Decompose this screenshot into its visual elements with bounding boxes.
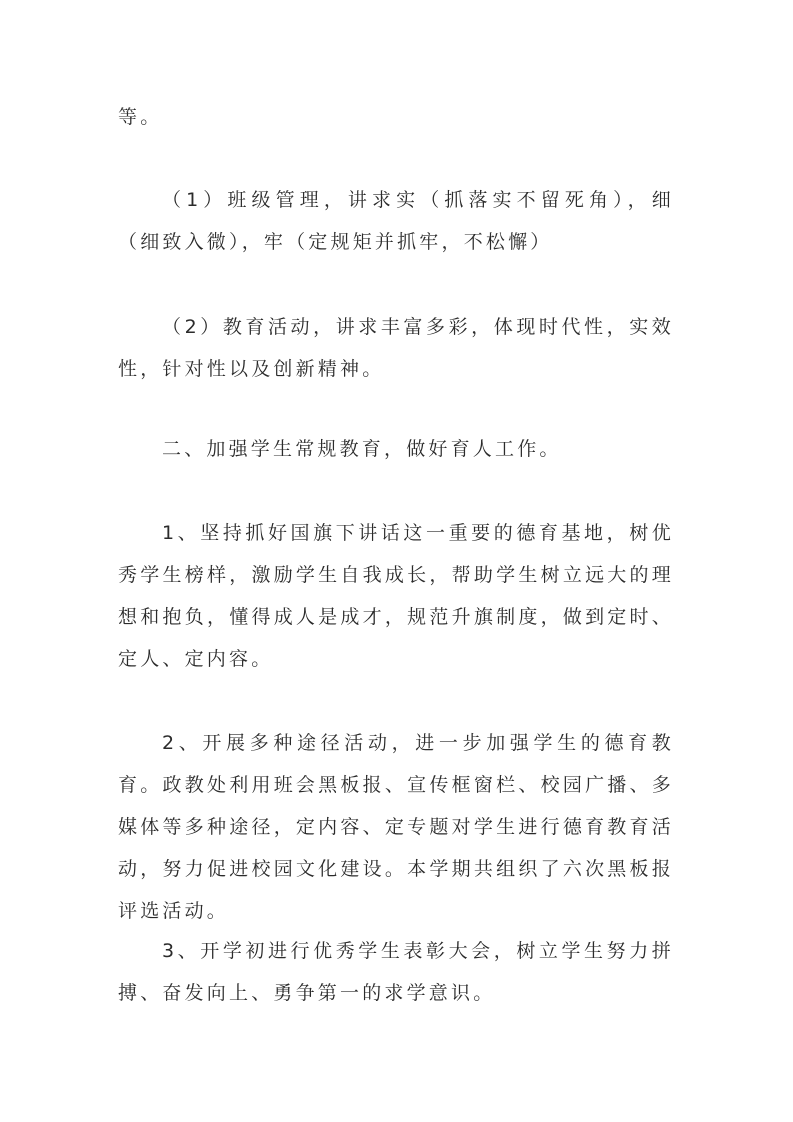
- paragraph-item-1: 1、坚持抓好国旗下讲话这一重要的德育基地，树优秀学生榜样，激励学生自我成长，帮助学生树立远大的理想和抱负，懂得成人是成才，规范升旗制度，做到定时、定人、定内容。: [118, 522, 674, 670]
- paragraph-continuation: 等。: [118, 106, 163, 128]
- section-heading-2: 二、加强学生常规教育，做好育人工作。: [162, 438, 562, 460]
- paragraph-class-management: （1）班级管理，讲求实（抓落实不留死角），细（细致入微），牢（定规矩并抓牢，不松懈）: [118, 189, 674, 253]
- paragraph-item-2: 2、开展多种途径活动，进一步加强学生的德育教育。政教处利用班会黑板报、宣传框窗栏、校园广播、多媒体等多种途径，定内容、定专题对学生进行德育教育活动，努力促进校园文化建设。本学期共组织了六次黑板报评选活动。: [118, 732, 674, 922]
- paragraph-item-3: 3、开学初进行优秀学生表彰大会，树立学生努力拼搏、奋发向上、勇争第一的求学意识。: [118, 940, 674, 1004]
- paragraph-education-activities: （2）教育活动，讲求丰富多彩，体现时代性，实效性，针对性以及创新精神。: [118, 316, 674, 380]
